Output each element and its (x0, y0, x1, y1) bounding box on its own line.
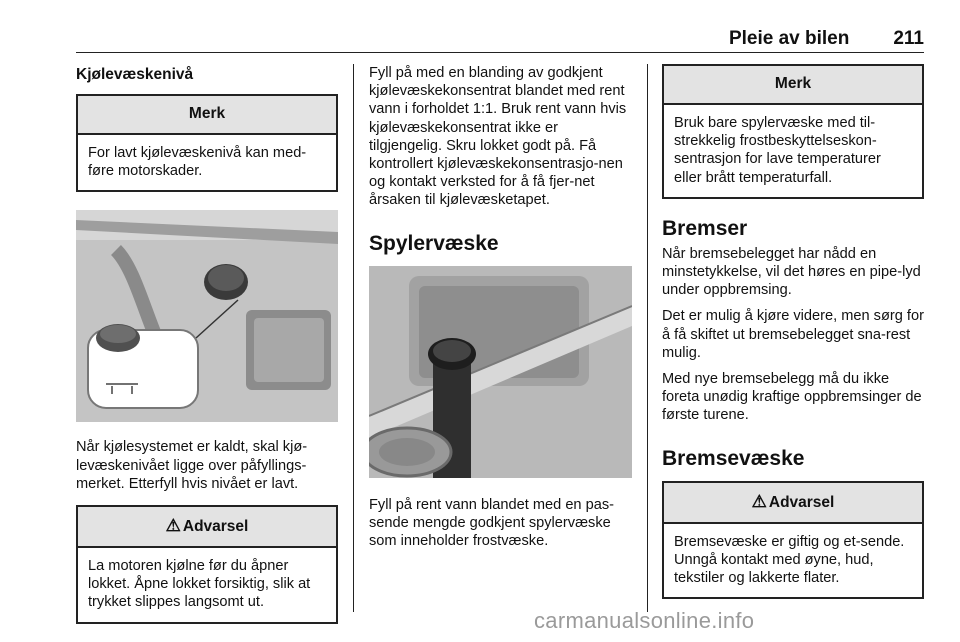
column-2 (369, 64, 632, 550)
note-body: For lavt kjølevæskenivå kan med-føre motorskader. (88, 145, 307, 180)
brake-fluid-heading: Bremsevæske (662, 446, 805, 470)
warning-icon: ⚠ (165, 516, 181, 536)
warning-body: La motoren kjølne før du åpner lokket. Åpne lokket forsiktig, slik at trykket slippes langsomt ut. (88, 558, 311, 611)
washer-fluid-paragraph: Fyll på rent vann blandet med en pas-sende mengde godkjent spylervæske som inneholder frostvæske. (369, 496, 614, 550)
coolant-refill-paragraph: Fyll på med en blanding av godkjent kjølevæskekonsentrat blandet med rent vann i forholdet 1:1. Bruk rent vann hvis kjølevæskekonsentrat ikke er tilgjengelig. Skru lokket godt på. Få kontrollert kjølevæskekonsentrasjo-nen og kontakt verksted for å få fjer-net årsaken til kjølevæsketapet. (369, 65, 627, 209)
warning-icon-2: ⚠ (751, 491, 767, 511)
note-box-2 (662, 64, 924, 199)
coolant-reservoir-illustration (76, 210, 338, 422)
coolant-level-heading: Kjølevæskenivå (76, 66, 194, 83)
column-1 (76, 64, 338, 624)
warning-title-row-2 (664, 483, 922, 524)
warning-title: Advarsel (182, 518, 249, 536)
washer-reservoir-photo (369, 266, 632, 478)
note-title: Merk (78, 96, 336, 135)
warning-body-2: Bremsevæske er giftig og et-sende. Unngå kontakt med øyne, hud, tekstiler og lakkerte flater. (674, 533, 905, 587)
warning-title-row (78, 507, 336, 548)
warning-title-2: Advarsel (768, 493, 835, 511)
warning-box (76, 505, 338, 624)
note-title-2: Merk (664, 66, 922, 105)
brakes-paragraph-2: Det er mulig å kjøre videre, men sørg for å få skiftet ut bremsebelegget sna-rest mulig. (662, 308, 924, 361)
column-3 (662, 64, 924, 599)
section-title: Pleie av bilen (728, 28, 850, 49)
washer-fluid-heading: Spylervæske (369, 231, 499, 255)
brakes-paragraph-1: Når bremsebelegget har nådd en minstetykkelse, vil det høres en pipe-lyd under oppbremsing. (662, 245, 921, 299)
note-box (76, 94, 338, 192)
coolant-reservoir-photo (76, 210, 338, 422)
coolant-level-paragraph: Når kjølesystemet er kaldt, skal kjø-levæskenivået ligge over påfyllings-merket. Etterfyll hvis nivået er lavt. (76, 439, 308, 492)
washer-reservoir-illustration (369, 266, 632, 478)
column-divider-1 (353, 64, 354, 612)
note-body-2: Bruk bare spylervæske med til-strekkelig frostbeskyttelseskon-sentrasjon for lave temperaturer eller brått temperaturfall. (674, 115, 881, 186)
page-header (729, 28, 924, 50)
brakes-heading: Bremser (662, 216, 748, 240)
page-number: 211 (893, 28, 924, 49)
watermark: carmanualsonline.info (534, 608, 755, 633)
brakes-paragraph-3: Med nye bremsebelegg må du ikke foreta unødig kraftige oppbremsinger de første turene. (662, 371, 922, 424)
warning-box-2 (662, 481, 924, 600)
column-divider-2 (647, 64, 648, 612)
header-rule (76, 52, 924, 53)
